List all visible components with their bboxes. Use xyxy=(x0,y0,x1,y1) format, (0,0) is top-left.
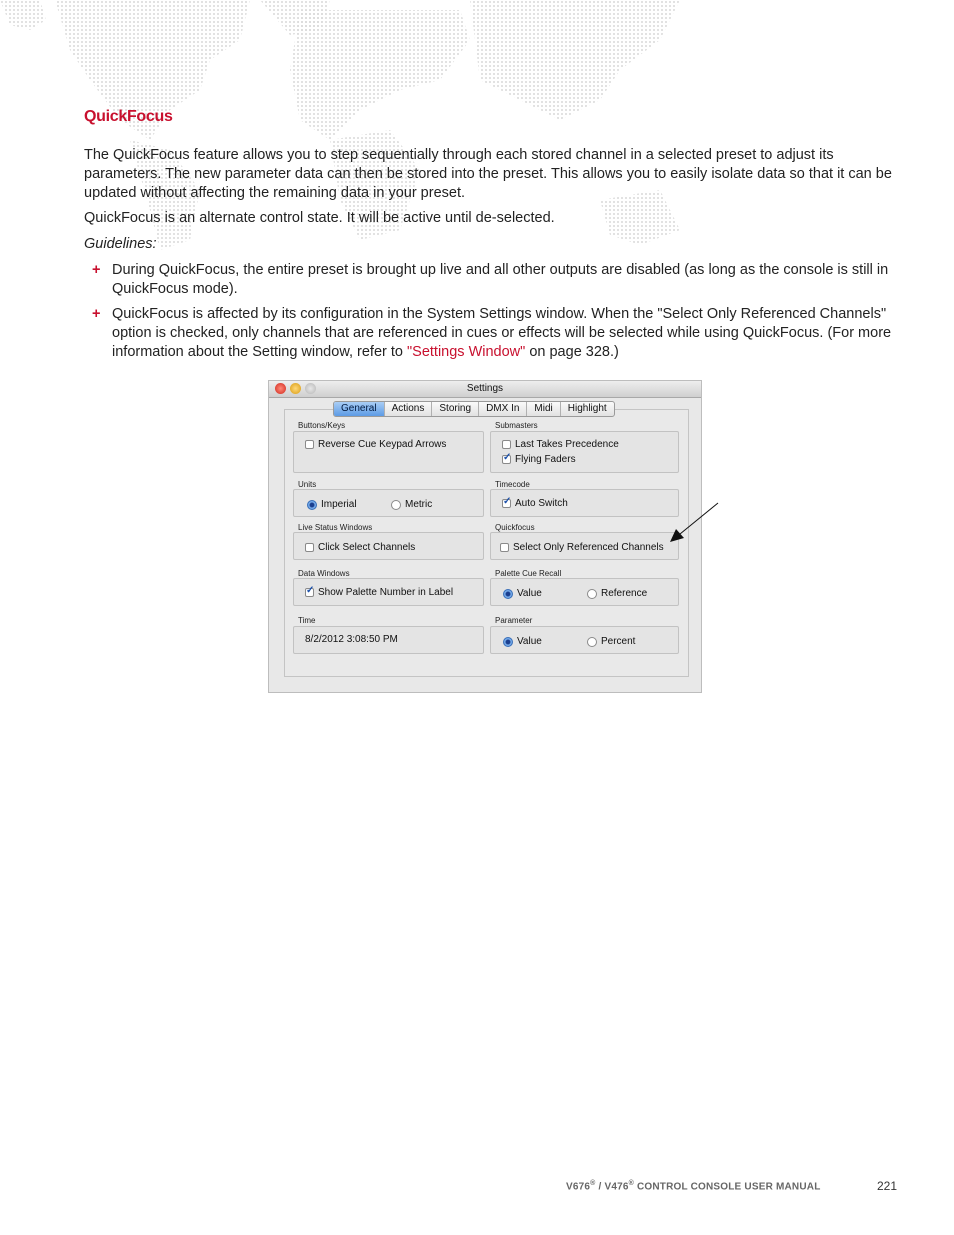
checkbox-icon xyxy=(305,543,314,552)
radio-label: Reference xyxy=(601,588,648,599)
imperial-radio[interactable] xyxy=(307,499,357,510)
parameter-value-radio[interactable] xyxy=(503,636,542,647)
checkbox-icon xyxy=(500,543,509,552)
tab-storing[interactable]: Storing xyxy=(432,402,479,416)
radio-label: Imperial xyxy=(321,499,357,510)
radio-label: Metric xyxy=(405,499,433,510)
checkbox-checked-icon xyxy=(305,588,314,597)
footer-model: V676 xyxy=(566,1181,591,1193)
reverse-cue-keypad-checkbox[interactable] xyxy=(305,439,446,450)
radio-icon xyxy=(391,500,401,510)
callout-arrow-icon xyxy=(660,498,724,544)
registered-mark: ® xyxy=(628,1180,634,1187)
group-label: Time xyxy=(298,616,316,625)
bullet-plus-icon: + xyxy=(92,306,101,322)
group-label: Submasters xyxy=(495,421,538,430)
radio-icon xyxy=(587,589,597,599)
settings-window xyxy=(268,380,702,693)
buttons-keys-group xyxy=(293,431,484,473)
checkbox-label: Auto Switch xyxy=(515,498,568,509)
checkbox-label: Click Select Channels xyxy=(318,542,416,553)
bullet-text-post: on page 328.) xyxy=(525,344,619,360)
radio-label: Value xyxy=(517,588,542,599)
tab-general[interactable]: General xyxy=(334,402,385,416)
group-label: Quickfocus xyxy=(495,523,535,532)
radio-selected-icon xyxy=(503,589,513,599)
palette-value-radio[interactable] xyxy=(503,588,542,599)
footer-model: V476 xyxy=(604,1181,629,1193)
tab-actions[interactable]: Actions xyxy=(385,402,433,416)
auto-switch-checkbox[interactable] xyxy=(502,498,568,509)
settings-tabs xyxy=(333,401,615,417)
group-label: Live Status Windows xyxy=(298,523,373,532)
registered-mark: ® xyxy=(590,1180,596,1187)
submasters-group xyxy=(490,431,679,473)
checkbox-label: Flying Faders xyxy=(515,454,576,465)
bullet-text: During QuickFocus, the entire preset is brought up live and all other outputs are disabled (as long as the console is still in QuickFocus mode). xyxy=(112,262,889,297)
footer-separator: / xyxy=(595,1181,605,1193)
palette-reference-radio[interactable] xyxy=(587,588,647,599)
bullet-text-pre: QuickFocus is affected by its configuration in the System Settings window. When the "Select Only Referenced Channels" option is checked, only channels that are referenced in cues or effects will be selected while using QuickFocus. (For more information about the Setting window, refer to xyxy=(112,306,892,360)
select-only-referenced-channels-checkbox[interactable] xyxy=(500,542,664,553)
section-title: QuickFocus xyxy=(84,108,173,125)
guidelines-heading: Guidelines: xyxy=(84,236,157,252)
radio-selected-icon xyxy=(503,637,513,647)
group-label: Buttons/Keys xyxy=(298,421,346,430)
intro-paragraph: The QuickFocus feature allows you to step sequentially through each stored channel in a selected preset to adjust its parameters. The new parameter data can then be stored into the preset. This allows you to easily isolate data so that it can be updated without affecting the remaining data in your preset. xyxy=(84,147,892,201)
bullet-text xyxy=(112,305,896,362)
page-footer xyxy=(566,1180,821,1192)
click-select-channels-checkbox[interactable] xyxy=(305,542,415,553)
tab-midi[interactable]: Midi xyxy=(527,402,560,416)
footer-manual-title: CONTROL CONSOLE USER MANUAL xyxy=(633,1181,821,1193)
parameter-percent-radio[interactable] xyxy=(587,636,635,647)
time-value: 8/2/2012 3:08:50 PM xyxy=(305,634,398,645)
group-label: Units xyxy=(298,480,317,489)
checkbox-label: Reverse Cue Keypad Arrows xyxy=(318,439,447,450)
flying-faders-checkbox[interactable] xyxy=(502,454,576,465)
tab-dmx-in[interactable]: DMX In xyxy=(479,402,527,416)
metric-radio[interactable] xyxy=(391,499,432,510)
checkbox-label: Show Palette Number in Label xyxy=(318,587,454,598)
window-titlebar xyxy=(269,381,701,398)
window-title: Settings xyxy=(466,383,504,394)
checkbox-icon xyxy=(305,440,314,449)
page-number: 221 xyxy=(877,1179,898,1193)
bullet-plus-icon: + xyxy=(92,262,101,278)
settings-window-link[interactable]: "Settings Window" xyxy=(407,344,526,360)
checkbox-label: Last Takes Precedence xyxy=(515,439,619,450)
group-label: Data Windows xyxy=(298,569,350,578)
last-takes-precedence-checkbox[interactable] xyxy=(502,439,619,450)
radio-label: Value xyxy=(517,636,542,647)
checkbox-checked-icon xyxy=(502,499,511,508)
group-label: Timecode xyxy=(495,480,530,489)
checkbox-icon xyxy=(502,440,511,449)
tab-highlight[interactable]: Highlight xyxy=(567,403,607,414)
group-label: Palette Cue Recall xyxy=(495,569,562,578)
group-label: Parameter xyxy=(495,616,533,625)
checkbox-checked-icon xyxy=(502,455,511,464)
show-palette-number-checkbox[interactable] xyxy=(305,587,453,598)
radio-label: Percent xyxy=(601,636,636,647)
checkbox-label: Select Only Referenced Channels xyxy=(513,542,664,553)
radio-icon xyxy=(587,637,597,647)
alternate-state-paragraph: QuickFocus is an alternate control state. It will be active until de-selected. xyxy=(84,210,555,226)
radio-selected-icon xyxy=(307,500,317,510)
